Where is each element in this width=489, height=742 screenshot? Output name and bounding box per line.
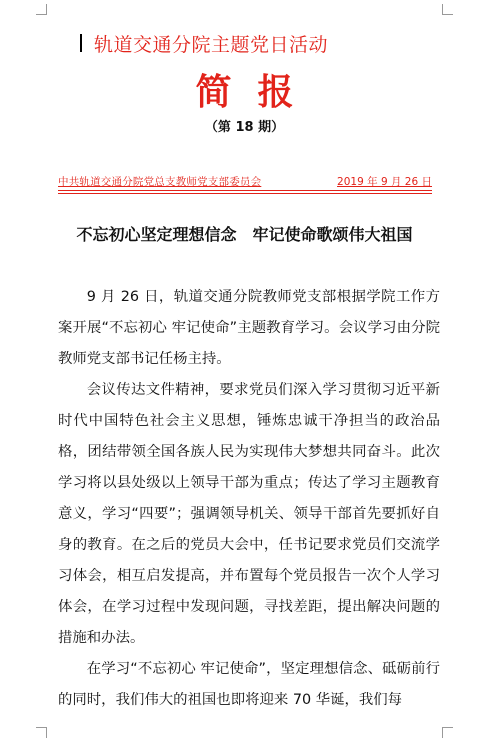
red-divider xyxy=(58,190,432,191)
sponsor-name: 中共轨道交通分院党总支教师党支部委员会 xyxy=(58,176,262,188)
sponsor-row xyxy=(58,174,432,190)
issue-date: 2019 年 9 月 26 日 xyxy=(337,176,432,188)
bulletin-title: 简报 xyxy=(195,72,320,113)
text-cursor xyxy=(80,34,82,52)
article-headline: 不忘初心坚定理想信念 牢记使命歌颂伟大祖国 xyxy=(76,225,413,244)
article-body xyxy=(58,282,440,716)
red-divider xyxy=(58,193,432,194)
page-corner-mark xyxy=(36,727,47,738)
issue-number: （第 18 期） xyxy=(204,120,285,135)
paragraph: 在学习“不忘初心 牢记使命”，坚定理想信念、砥砺前行的同时，我们伟大的祖国也即将迎来 70 华诞，我们每 xyxy=(58,661,440,708)
org-title: 轨道交通分院主题党日活动 xyxy=(94,34,329,56)
page-corner-mark xyxy=(36,4,47,15)
page-corner-mark xyxy=(442,4,453,15)
paragraph: 9 月 26 日，轨道交通分院教师党支部根据学院工作方案开展“不忘初心 牢记使命”主题教育学习。会议学习由分院教师党支部书记任杨主持。 xyxy=(58,289,440,367)
page-corner-mark xyxy=(442,727,453,738)
paragraph: 会议传达文件精神，要求党员们深入学习贯彻习近平新时代中国特色社会主义思想，锤炼忠诚干净担当的政治品格，团结带领全国各族人民为实现伟大梦想共同奋斗。此次学习将以县处级以上领导干部为重点；传达了学习主题教育意义，学习“四要”；强调领导机关、领导干部首先要抓好自身的教育。在之后的党员大会中，任书记要求党员们交流学习体会，相互启发提高，并布置每个党员报告一次个人学习体会，在学习过程中发现问题，寻找差距，提出解决问题的措施和办法。 xyxy=(58,382,440,646)
